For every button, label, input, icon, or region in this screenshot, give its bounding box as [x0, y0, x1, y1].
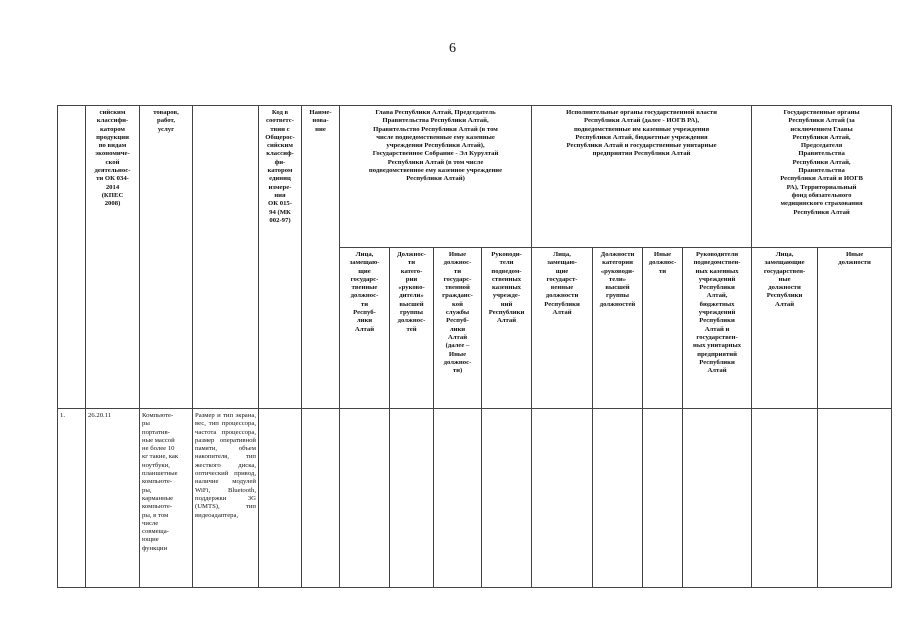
empty-cell — [434, 409, 482, 588]
empty-cell — [340, 409, 390, 588]
empty-cell — [390, 409, 434, 588]
header-cell-name: Наиме- нова- ние — [302, 106, 340, 409]
header-cell-units-code: Код в соответс- твии с Общерос- сийским классиф- фи- катором единиц измере- ния ОК 015- 94 (МК 002-97) — [259, 106, 302, 409]
subheader-cell: Должнос- ти катего- рии «руково- дители» высшей группы должнос- тей — [390, 248, 434, 409]
subheader-cell: Иные должности — [818, 248, 892, 409]
empty-cell — [259, 409, 302, 588]
header-cell-classifier: сийским классифи- катором продукции по видам экономиче- ской деятельнос- ти ОК 034- 2014 (КПЕС 2008) — [86, 106, 140, 409]
subheader-cell: Иные должнос- ти государс- твенной гражданс- кой службы Респуб- лики Алтай (далее – Иные должнос- ти) — [434, 248, 482, 409]
subheader-cell: Лица, замещаю- щие государс- твенные должнос- ти Респуб- лики Алтай — [340, 248, 390, 409]
subheader-cell: Лица, замещаю- щие государст- венные должности Республики Алтай — [532, 248, 593, 409]
header-group-state: Государственные органы Республики Алтай (за исключением Главы Республики Алтай, Председателя Правительства Республики Алтай, Правительства Республики Алтай и ИОГВ РА), Территориальный фонд обязательного медицинского страхования Республики Алтай — [752, 106, 892, 248]
row-code-cell: 26.20.11 — [86, 409, 140, 588]
row-characteristics-cell: Размер и тип экрана, вес, тип процессора, частота процессора, размер оперативной памяти, объем накопителя, тип жесткого диска, оптический привод, наличие модулей WiFi, Bluetooth, поддержки 3G (UMTS), тип видеоадаптера, — [193, 409, 259, 588]
row-name-cell: Компьюте- ры портатив- ные массой не более 10 кг такие, как ноутбуки, планшетные компьюте- ры, карманные компьюте- ры, в том числе совмеща- ющие функции — [140, 409, 193, 588]
header-row-groups — [58, 106, 892, 248]
row-number-cell: 1. — [58, 409, 86, 588]
empty-cell — [532, 409, 593, 588]
table-row — [58, 409, 892, 588]
subheader-cell: Руководи- тели подведом- ственных казенных учрежде- ний Республики Алтай — [482, 248, 532, 409]
header-cell-goods: товаров, работ, услуг — [140, 106, 193, 409]
header-group-head: Глава Республики Алтай, Председатель Правительства Республики Алтай, Правительство Республики Алтай (в том числе подведомственные ему казенные учреждения Республики Алтай), Государственное Собрание - Эл Курултай Республики Алтай (в том числе подведомственное ему казенное учреждение Республики Алтай) — [340, 106, 532, 248]
empty-cell — [818, 409, 892, 588]
procurement-table — [57, 105, 892, 588]
subheader-cell: Лица, замещающие государствен- ные должности Республики Алтай — [752, 248, 818, 409]
header-cell-characteristics — [193, 106, 259, 409]
empty-cell — [643, 409, 683, 588]
empty-cell — [593, 409, 643, 588]
empty-cell — [302, 409, 340, 588]
page-number: 6 — [449, 41, 456, 56]
subheader-cell: Должности категории «руководи- тели» высшей группы должностей — [593, 248, 643, 409]
subheader-cell: Руководители подведомствен- ных казенных учреждений Республики Алтай, бюджетных учреждений Республики Алтай и государствен- ных унитарных предприятий Республики Алтай — [683, 248, 752, 409]
empty-cell — [683, 409, 752, 588]
empty-cell — [752, 409, 818, 588]
header-group-exec: Исполнительные органы государственной власти Республики Алтай (далее - ИОГВ РА), подведомственные им казенные учреждения Республики Алтай, бюджетные учреждения Республики Алтай и государственные унитарные предприятия Республики Алтай — [532, 106, 752, 248]
empty-cell — [482, 409, 532, 588]
header-cell-num — [58, 106, 86, 409]
subheader-cell: Иные должнос- ти — [643, 248, 683, 409]
